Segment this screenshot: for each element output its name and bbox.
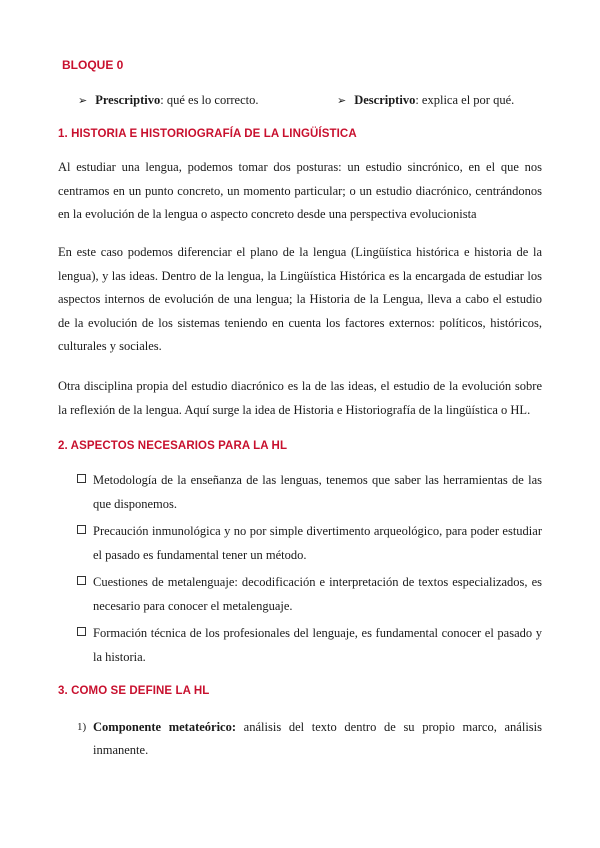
definition-text: : explica el por qué. xyxy=(415,93,515,107)
list-number: 1) xyxy=(77,721,87,733)
paragraph: En este caso podemos diferenciar el plano de la lengua (Lingüística histórica e historia de la lengua), y las ideas. Dentro de la lengua, la Lingüística Histórica es la encargada de estudiar los aspectos internos de evolución de una lengua; la Historia de la Lengua, lleva a cabo el estudio de la evolución de los sistemas teniendo en cuenta los factores externos: políticos, históricos, culturales y sociales. xyxy=(58,245,542,353)
list-item xyxy=(58,621,542,669)
checklist xyxy=(58,468,542,672)
list-item xyxy=(58,519,542,567)
section-3-heading: 3. COMO SE DEFINE LA HL xyxy=(58,685,210,697)
block-title: BLOQUE 0 xyxy=(62,58,124,72)
arrow-bullet-icon: ➢ xyxy=(337,94,347,107)
checkbox-icon xyxy=(77,576,86,585)
list-item xyxy=(58,468,542,516)
paragraph: Otra disciplina propia del estudio diacrónico es la de las ideas, el estudio de la evolución sobre la reflexión de la lengua. Aquí surge la idea de Historia e Historiografía de la lingüística o HL. xyxy=(58,379,542,417)
definition-term: Prescriptivo xyxy=(95,93,161,107)
list-item xyxy=(58,570,542,618)
section-2-heading: 2. ASPECTOS NECESARIOS PARA LA HL xyxy=(58,440,288,452)
list-item xyxy=(58,716,542,762)
definition-text: : qué es lo correcto. xyxy=(160,93,259,107)
list-item-term: Componente metateórico: xyxy=(93,720,237,734)
list-item-text: Precaución inmunológica y no por simple divertimento arqueológico, para poder estudiar el pasado es fundamental tener un método. xyxy=(93,524,542,562)
numbered-list xyxy=(58,716,542,762)
definition-prescriptivo xyxy=(78,93,258,108)
list-item-text xyxy=(58,716,542,762)
checkbox-icon xyxy=(77,627,86,636)
definition-term: Descriptivo xyxy=(354,93,416,107)
checkbox-icon xyxy=(77,474,86,483)
list-item-text: Cuestiones de metalenguaje: decodificación e interpretación de textos especializados, es necesario para conocer el metalenguaje. xyxy=(93,575,542,613)
list-item-description: análisis del texto dentro de su propio marco, análisis inmanente. xyxy=(93,720,543,757)
list-item-text: Formación técnica de los profesionales del lenguaje, es fundamental conocer el pasado y la historia. xyxy=(93,626,542,664)
section-1-heading: 1. HISTORIA E HISTORIOGRAFÍA DE LA LINGÜÍSTICA xyxy=(58,128,357,140)
definition-descriptivo xyxy=(337,93,514,108)
list-item-text: Metodología de la enseñanza de las lenguas, tenemos que saber las herramientas de las que disponemos. xyxy=(93,473,542,511)
checkbox-icon xyxy=(77,525,86,534)
paragraph: Al estudiar una lengua, podemos tomar dos posturas: un estudio sincrónico, en el que nos centramos en un punto concreto, un momento particular; o un estudio diacrónico, centrándonos en la evolución de la lengua o aspecto concreto desde una perspectiva evolucionista xyxy=(58,160,542,221)
arrow-bullet-icon: ➢ xyxy=(78,94,88,107)
